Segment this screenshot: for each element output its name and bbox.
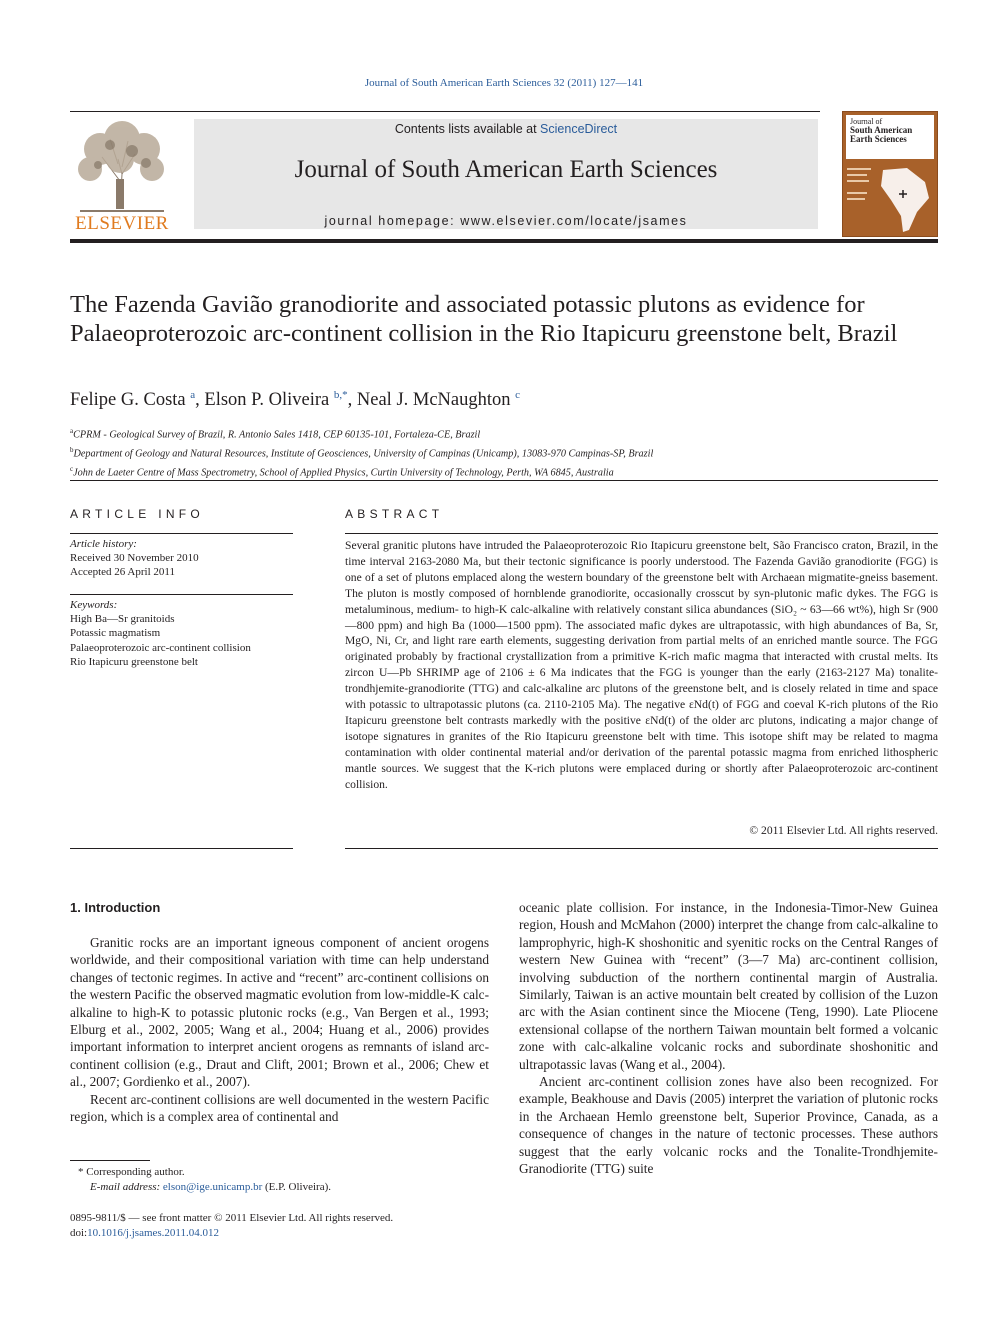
section-rule (70, 480, 938, 481)
journal-banner (194, 119, 818, 229)
doi-link[interactable]: 10.1016/j.jsames.2011.04.012 (87, 1227, 220, 1239)
author-affil-marker[interactable]: a (190, 389, 196, 401)
body-paragraph: oceanic plate collision. For instance, in the Indonesia-Timor-New Guinea region, Housh and McMahon (2000) interpret the change from calc-alkaline to lamprophyric, high-K shoshonitic and syenitic rocks on the Central Ranges of western New Guinea with “recent” (3—7 Ma) arc-continent collision, involving subduction of the northern continental margin of Australia. Similarly, Taiwan is an active mountain belt created by collision of the Luzon arc with the Asian continent since the Miocene (Teng, 1990). Late Pliocene extensional collapse of the northern Taiwan mountain belt formed a volcanic zone with calc-alkaline volcanic rocks and subordinate shoshonitic and ultrapotassic lavas (Wang et al., 2004). (519, 900, 938, 1072)
author-name[interactable]: Elson P. Oliveira (204, 390, 330, 411)
author-affil-marker[interactable]: c (515, 389, 521, 401)
doi-label: doi: (70, 1227, 88, 1239)
abstract-copyright: © 2011 Elsevier Ltd. All rights reserved. (749, 824, 938, 837)
article-title: The Fazenda Gavião granodiorite and associated potassic plutons as evidence for Palaeoproterozoic arc-continent collision in the Rio Itapicuru greenstone belt, Brazil (70, 291, 898, 347)
affiliation-text: CPRM - Geological Survey of Brazil, R. Antonio Sales 1418, CEP 60135-101, Fortaleza-CE, Brazil (73, 429, 481, 441)
body-paragraph: Recent arc-continent collisions are well documented in the western Pacific region, which is a complex area of continental and (70, 1091, 489, 1125)
affiliation (70, 462, 653, 481)
keyword: Potassic magmatism (70, 627, 161, 640)
header-thick-rule (70, 239, 938, 243)
journal-title: Journal of South American Earth Sciences (294, 156, 718, 183)
affiliation-marker: b (70, 445, 74, 454)
footnote-corresponding (70, 1165, 490, 1195)
keyword: Palaeoproterozoic arc-continent collision (70, 641, 251, 654)
history-label: Article history: (70, 538, 137, 550)
received-date: Received 30 November 2010 (70, 552, 199, 565)
author-name[interactable]: Felipe G. Costa (70, 390, 186, 411)
info-rule (70, 848, 293, 849)
journal-homepage[interactable]: journal homepage: www.elsevier.com/locate/jsames (324, 214, 688, 228)
keyword: Rio Itapicuru greenstone belt (70, 655, 198, 668)
contents-line (194, 122, 818, 136)
cover-line3: Earth Sciences (850, 134, 907, 144)
elsevier-logo[interactable] (70, 119, 174, 235)
elsevier-wordmark: ELSEVIER (75, 213, 169, 234)
affiliation-marker: c (70, 464, 74, 473)
info-rule (70, 533, 293, 534)
abstract-text: Several granitic plutons have intruded the Palaeoproterozoic Rio Itapicuru greenstone belt, São Francisco craton, Brazil, in the time interval 2163-2080 Ma, but their tectonic significance is poorly understood. The Fazenda Gavião granodiorite (FGG) is one of a set of plutons emplaced along the western boundary of the greenstone belt with Archaean migmatite-gneiss basement. The pluton is mostly composed of hornblende granodiorite, occasionally crosscut by syn-plutonic mafic dykes. The FGG is metaluminous, medium- to high-K calc-alkaline with relatively constant silica abundances (SiO₂ ~ 63—66 wt%), high Sr (900—800 ppm) and high Ba (1000—1500 ppm). The associated mafic dykes are ultrapotassic, with high abundances of Ba, Sr, MgO, Ni, Cr, and light rare earth elements, suggesting derivation from partial melts of an enriched mantle source. The FGG originated probably by fractional crystallization from a primitive K-rich mafic magma that interacted with crustal melts. Its zircon U—Pb SHRIMP age of 2106 ± 6 Ma indicates that the FGG is younger than the early (2163-2127 Ma) tonalite-trondhjemite-granodiorite (TTG) and calc-alkaline arc plutons of the greenstone belt, and is closely related in time and space with potassic to ultrapotassic plutons (ca. 2110-2105 Ma). The negative εNd(t) of FGG and coeval K-rich plutons of the Rio Itapicuru greenstone belt contrasts markedly with the positive εNd(t) of the older arc plutons, indicating a major change of isotope signatures in granites of the Rio Itapicuru greenstone belt with time. This isotope shift may be related to magma contamination with older continental material and/or derivation of the parental potassic magma from enriched lithospheric mantle sources. We suggest that the K-rich plutons were emplaced during or shortly after Palaeoproterozoic arc-continent collision. (345, 539, 938, 791)
corresponding-author: * Corresponding author. (78, 1166, 185, 1178)
affiliation-text: John de Laeter Centre of Mass Spectrometry, School of Applied Physics, Curtin University of Technology, Perth, WA 6845, Australia (73, 467, 614, 479)
affiliation (70, 443, 653, 462)
article-info-heading: ARTICLE INFO (70, 507, 205, 521)
email-suffix: (E.P. Oliveira). (262, 1181, 331, 1193)
affiliation (70, 424, 653, 443)
abstract-rule (345, 533, 938, 534)
affiliation-marker: a (70, 427, 74, 435)
article-history (70, 537, 293, 580)
keyword: High Ba—Sr granitoids (70, 613, 175, 626)
contents-prefix: Contents lists available at (394, 122, 541, 136)
cover-line1: Journal of (850, 117, 883, 126)
email-link[interactable]: elson@ige.unicamp.br (162, 1181, 263, 1193)
author-list: Felipe G. Costa $^a$, Elson P. Oliveira $^{b,*}$, Neal J. McNaughton $^c$ (70, 389, 521, 411)
cover-text-line (847, 180, 869, 182)
issn-line: 0895-9811/$ — see front matter © 2011 Elsevier Ltd. All rights reserved. (70, 1212, 394, 1224)
info-rule (70, 594, 293, 595)
footnote-rule (70, 1160, 150, 1161)
body-paragraph: Ancient arc-continent collision zones have also been recognized. For example, Beakhouse and Davis (2005) interpret the variation of plutonic rocks in the Archaean Hemlo greenstone belt, Superior Province, Canada, as a consequence of changes in the nature of tectonic processes. These authors suggest that the early volcanic rocks and the Tonalite-Trondhjemite-Granodiorite (TTG) suite (519, 1074, 938, 1177)
cover-text-line (847, 168, 871, 170)
email-label: E-mail address: (90, 1181, 163, 1193)
body-paragraph: Granitic rocks are an important igneous component of ancient orogens worldwide, and their compositional variation with time can help understand changes of tectonic regimes. In active and “recent” arc-continent collisions on the western Pacific the observed magmatic evolution from low-middle-K calc-alkaline to high-K to potassic plutonic rocks (e.g., Van Bergen et al., 1993; Elburg et al., 2002, 2005; Wang et al., 2004; Huang et al., 2006) provides important information to interpret ancient orogens as remnants of island arc-continent collision (e.g., Draut and Clift, 2001; Brown et al., 2006; Chew et al., 2007; Gordienko et al., 2007). (70, 935, 489, 1090)
section-heading: 1. Introduction (70, 900, 161, 915)
body-column-right (519, 899, 938, 1178)
cover-title (846, 115, 934, 159)
journal-citation[interactable]: Journal of South American Earth Sciences 32 (2011) 127—141 (364, 77, 644, 89)
footnote-issn (70, 1211, 490, 1241)
cover-text-line (847, 174, 867, 176)
body-column-left (70, 934, 489, 1125)
south-america-map-icon (873, 164, 933, 234)
header-rule (70, 111, 820, 112)
affiliation-text: Department of Geology and Natural Resources, Institute of Geosciences, University of Campinas (Unicamp), 13083-970 Campinas-SP, Brazil (73, 448, 654, 460)
sciencedirect-link[interactable]: ScienceDirect (540, 122, 618, 136)
abstract-heading: ABSTRACT (345, 507, 444, 521)
cover-text-line (847, 198, 865, 200)
author-affil-marker[interactable]: b,* (333, 389, 348, 401)
cover-line2: South American (850, 125, 913, 135)
abstract-rule (345, 848, 938, 849)
affiliations (70, 424, 653, 481)
keywords-label: Keywords: (70, 599, 118, 611)
accepted-date: Accepted 26 April 2011 (70, 566, 175, 579)
cover-text-line (847, 192, 867, 194)
journal-cover-thumbnail[interactable] (842, 111, 938, 237)
keywords (70, 598, 293, 669)
author-name[interactable]: Neal J. McNaughton (356, 390, 511, 411)
